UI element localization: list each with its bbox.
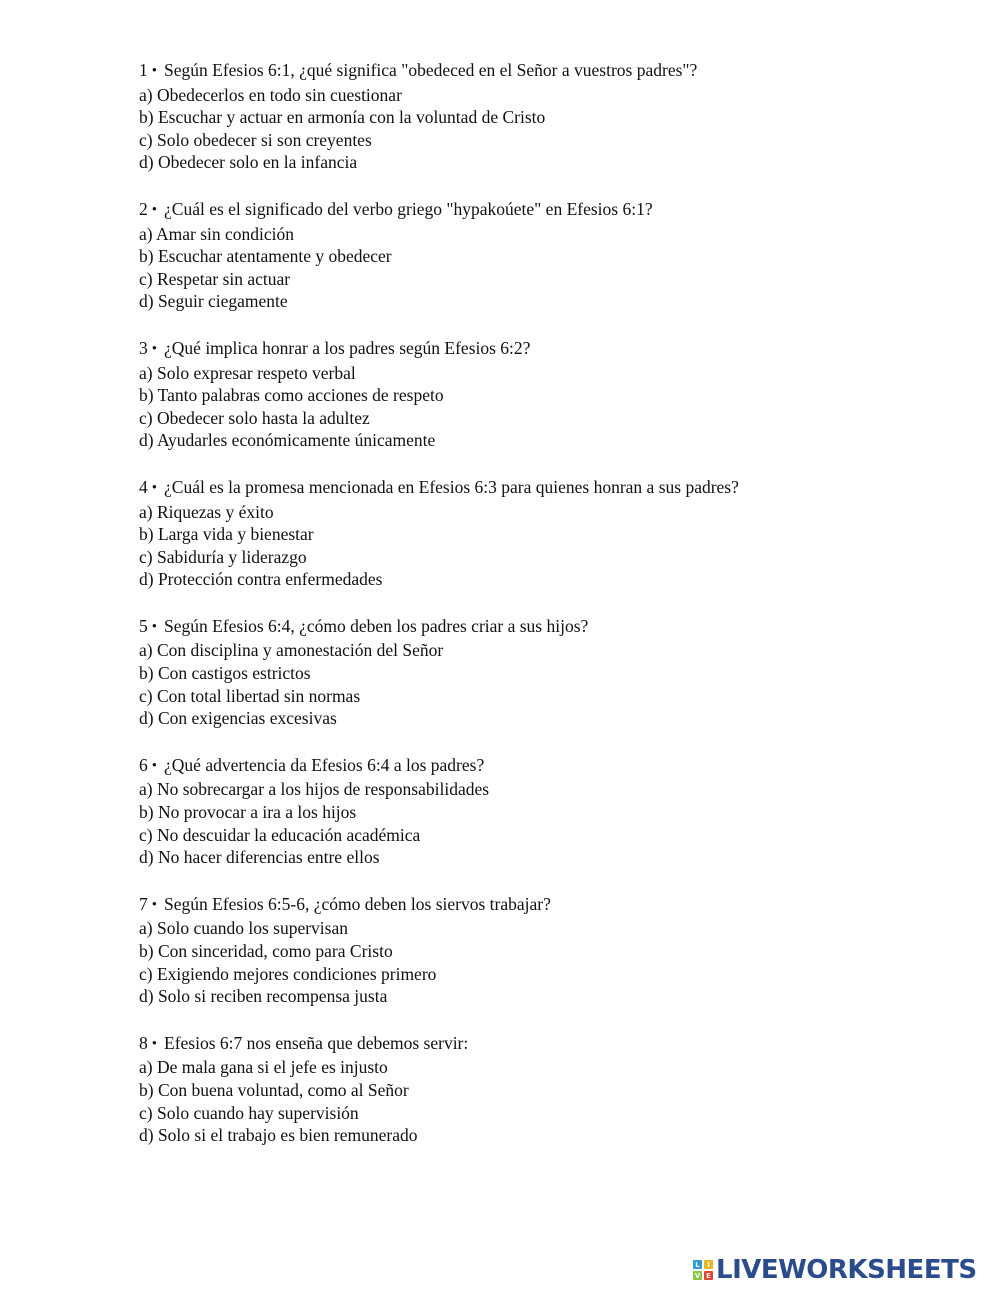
answer-option: c) Sabiduría y liderazgo [139,546,307,567]
answer-option: c) Solo obedecer si son creyentes [139,129,372,150]
logo-block: E [704,1271,713,1280]
answer-option: a) Amar sin condición [139,223,295,244]
question-block [139,1032,959,1147]
question-text: ¿Cuál es la promesa mencionada en Efesios 6:3 para quienes honran a sus padres? [164,476,739,497]
answer-option: d) Con exigencias excesivas [139,708,337,729]
bullet-icon: • [151,896,158,913]
question-block [139,754,959,869]
question-line [139,337,959,362]
answer-option: c) Solo cuando hay supervisión [139,1102,359,1123]
answer-option: d) Seguir ciegamente [139,291,288,312]
answer-option: b) Larga vida y bienestar [139,524,314,545]
question-number: 2 [139,198,148,219]
question-number: 3 [139,337,148,358]
question-text: Efesios 6:7 nos enseña que debemos servir: [164,1032,469,1053]
question-block [139,615,959,730]
answer-option: d) Obedecer solo en la infancia [139,152,358,173]
answer-option: b) Tanto palabras como acciones de respeto [139,385,444,406]
answer-option: a) Riquezas y éxito [139,501,274,522]
bullet-icon: • [151,757,158,774]
question-block [139,198,959,313]
answer-option: b) No provocar a ira a los hijos [139,802,357,823]
question-text: ¿Qué implica honrar a los padres según Efesios 6:2? [164,337,531,358]
answer-option: a) De mala gana si el jefe es injusto [139,1057,388,1078]
answer-option: a) Solo expresar respeto verbal [139,362,356,383]
question-block [139,476,959,591]
logo-block: I [704,1260,713,1269]
answer-option: d) Ayudarles económicamente únicamente [139,430,436,451]
bullet-icon: • [151,201,158,218]
question-block [139,59,959,174]
question-text: ¿Cuál es el significado del verbo griego "hypakoúete" en Efesios 6:1? [164,198,653,219]
question-line [139,59,959,84]
answer-option: c) Exigiendo mejores condiciones primero [139,963,437,984]
answer-option: d) Protección contra enfermedades [139,569,383,590]
logo-blocks-icon [693,1260,713,1280]
logo-block: L [693,1260,702,1269]
answer-option: c) Respetar sin actuar [139,268,291,289]
answer-option: a) Obedecerlos en todo sin cuestionar [139,84,402,105]
question-line [139,893,959,918]
question-number: 1 [139,60,148,80]
bullet-icon: • [151,340,158,357]
bullet-icon: • [151,618,158,635]
question-line [139,476,959,501]
answer-option: c) Con total libertad sin normas [139,685,361,706]
answer-option: a) No sobrecargar a los hijos de responsabilidades [139,779,490,800]
bullet-icon: • [151,479,158,496]
question-line [139,1032,959,1057]
question-line [139,198,959,223]
answer-option: b) Con castigos estrictos [139,663,311,684]
answer-option: a) Con disciplina y amonestación del Señor [139,640,444,661]
question-number: 5 [139,615,148,636]
questions-list [139,59,959,1147]
answer-option: b) Escuchar y actuar en armonía con la voluntad de Cristo [139,107,546,128]
answer-option: d) Solo si reciben recompensa justa [139,986,388,1007]
question-number: 8 [139,1032,148,1053]
answer-option: a) Solo cuando los supervisan [139,918,348,939]
answer-option: b) Con sinceridad, como para Cristo [139,941,393,961]
answer-option: d) Solo si el trabajo es bien remunerado [139,1125,418,1146]
question-text: ¿Qué advertencia da Efesios 6:4 a los padres? [164,754,485,775]
question-text: Según Efesios 6:4, ¿cómo deben los padres criar a sus hijos? [164,615,589,636]
answer-option: c) Obedecer solo hasta la adultez [139,407,370,428]
question-block [139,337,959,452]
question-line [139,615,959,640]
question-number: 6 [139,754,148,775]
question-number: 4 [139,476,148,497]
answer-option: b) Escuchar atentamente y obedecer [139,246,392,267]
logo-block: V [694,1271,701,1280]
answer-option: d) No hacer diferencias entre ellos [139,847,380,868]
question-line [139,754,959,779]
question-text: Según Efesios 6:5-6, ¿cómo deben los siervos trabajar? [164,893,551,914]
answer-option: b) Con buena voluntad, como al Señor [139,1079,409,1100]
logo-text: LIVEWORKSHEETS [716,1255,977,1285]
bullet-icon: • [151,1035,158,1052]
worksheet [139,59,959,1171]
answer-option: c) No descuidar la educación académica [139,824,421,845]
liveworksheets-logo [693,1257,977,1283]
question-block [139,893,959,1008]
question-text: Según Efesios 6:1, ¿qué significa "obedeced en el Señor a vuestros padres"? [164,60,698,80]
bullet-icon: • [151,63,158,79]
question-number: 7 [139,893,148,914]
